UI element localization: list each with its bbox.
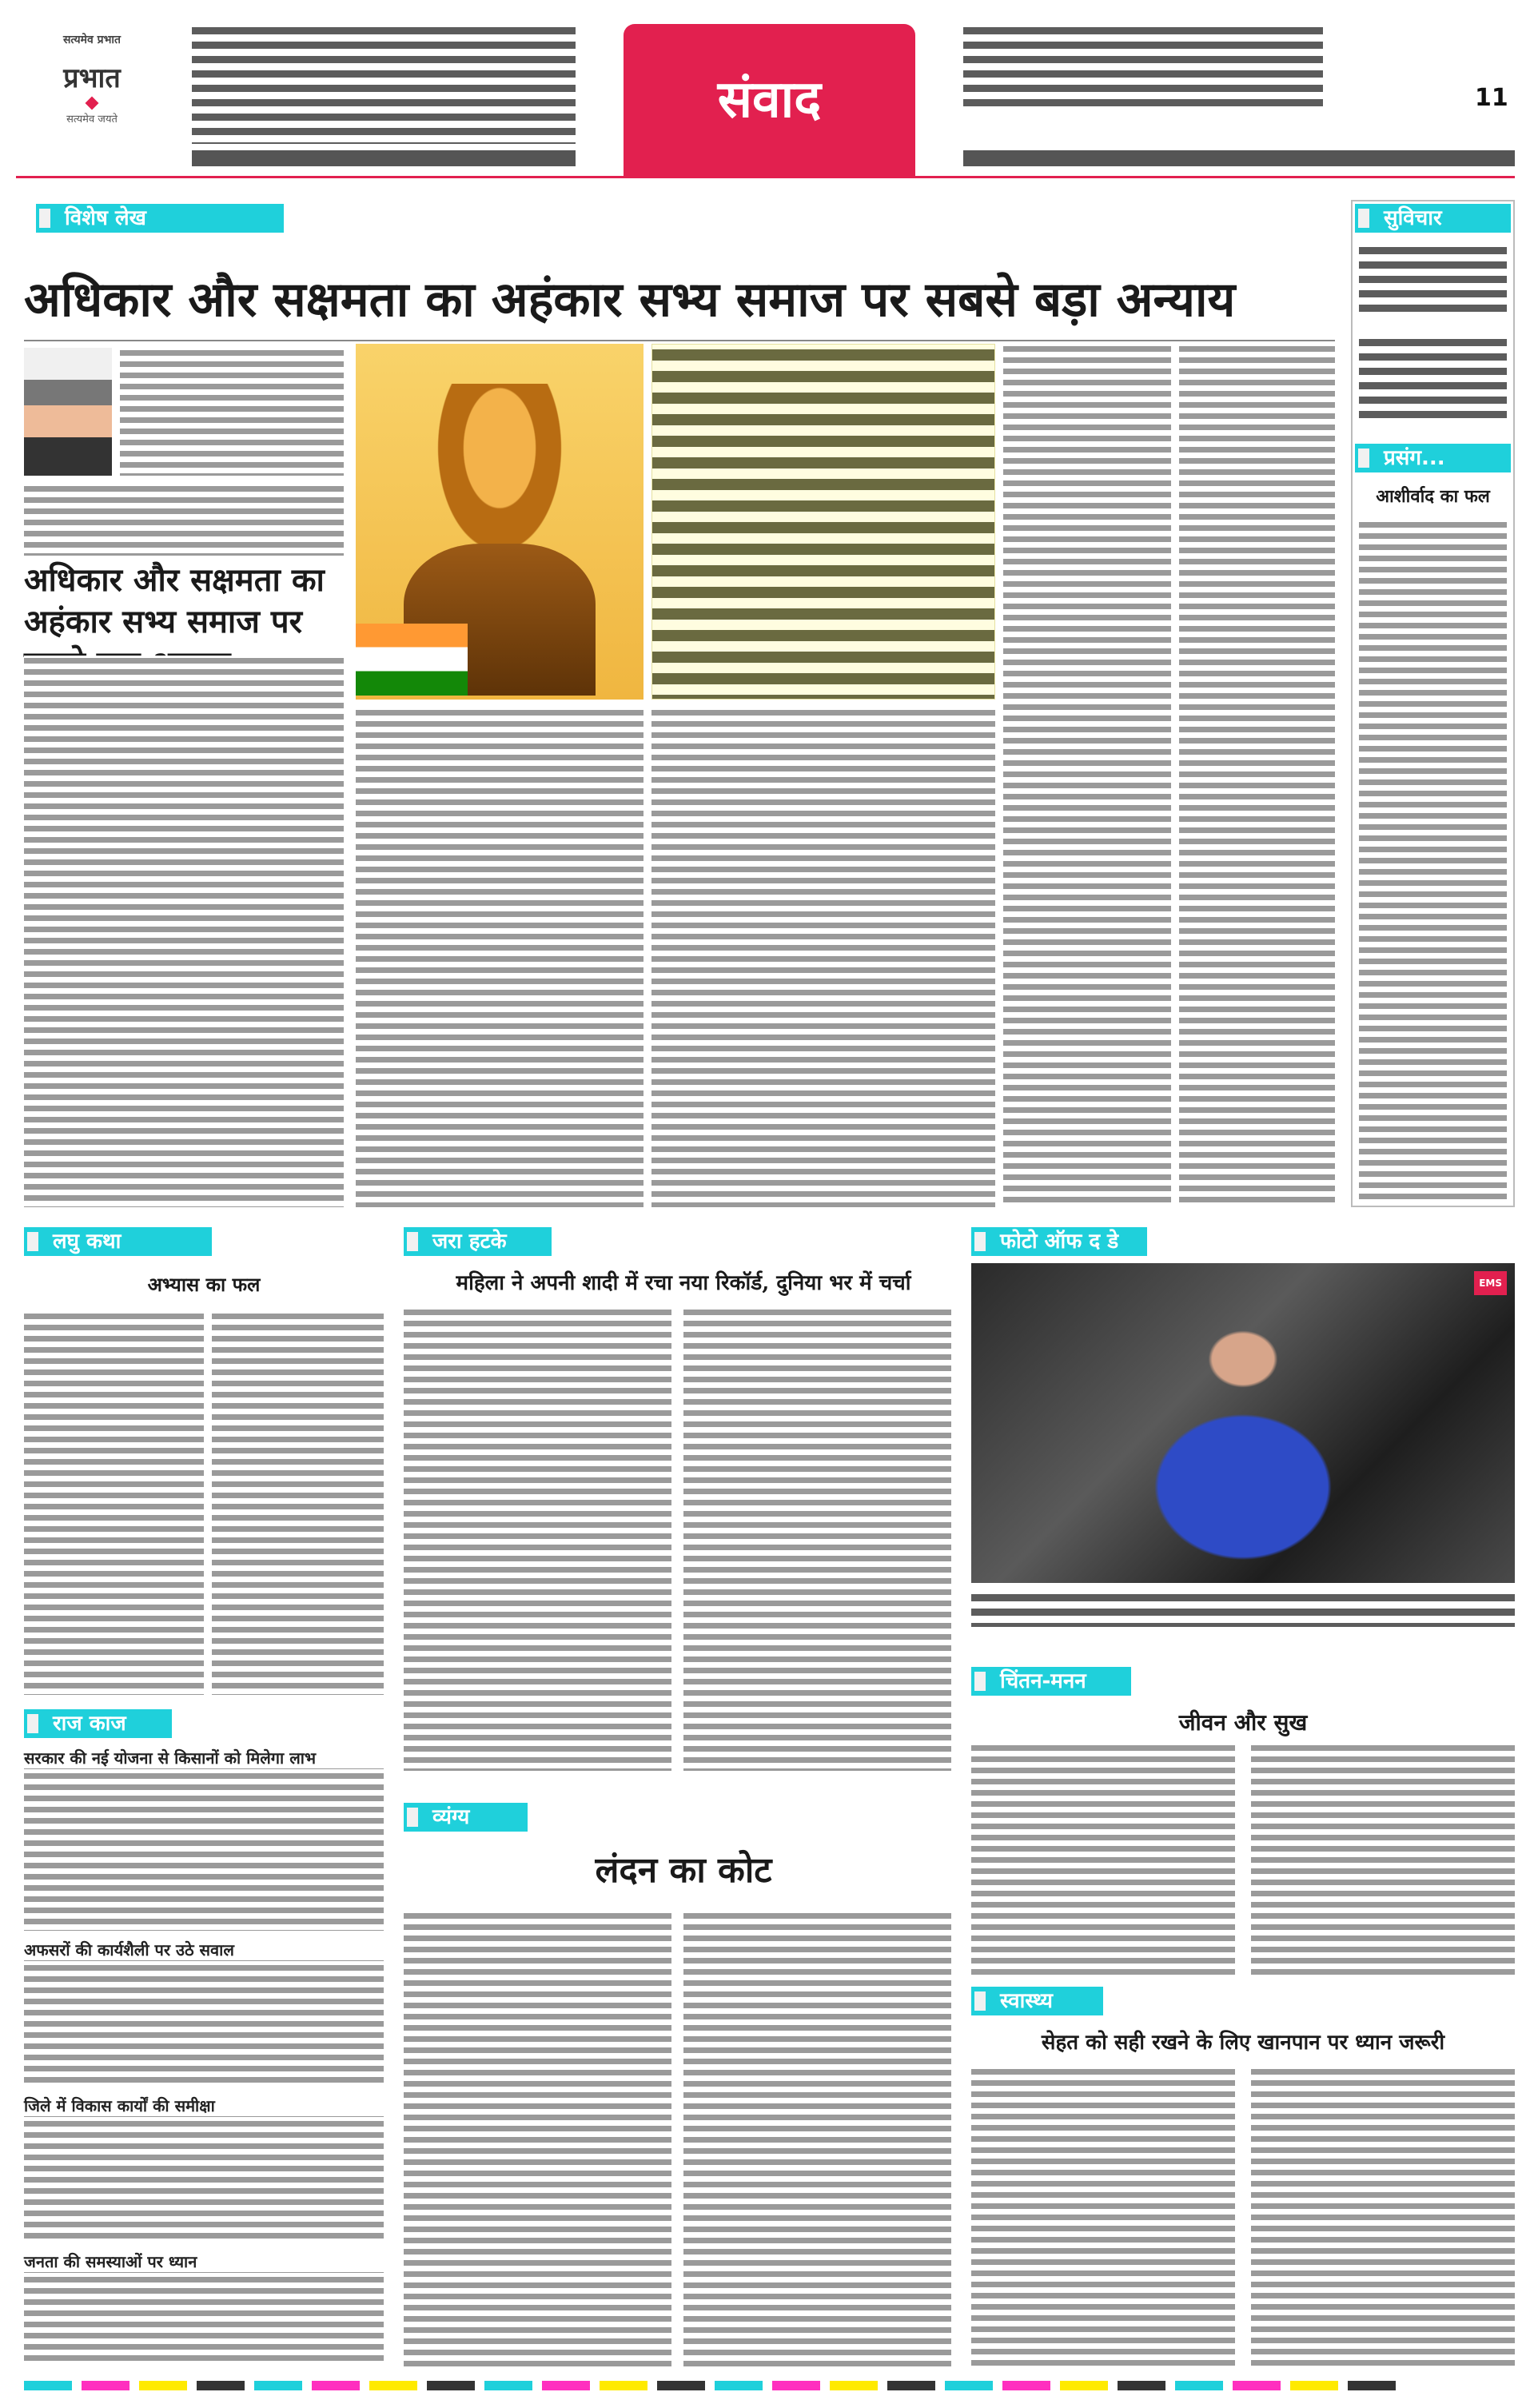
vyangya-title: लंदन का कोट [595,1850,772,1891]
suvichar-tag: सुविचार [1355,204,1511,233]
photo-of-the-day [971,1263,1515,1583]
laghu-katha-col-1 [24,1311,204,1695]
raj-kaaj-item-4-text [24,2274,384,2362]
brand-sub: सत्यमेव जयते [66,114,118,126]
raj-kaaj-item-1-text [24,1771,384,1931]
photo-caption [971,1591,1515,1627]
swasthya-col-2 [1251,2067,1515,2366]
lead-pullquote: अधिकार और सक्षमता का अहंकार सभ्य समाज पर [24,561,325,640]
laghu-katha-col-2 [212,1311,384,1695]
jara-hatke-col-1 [404,1307,671,1771]
emblem-icon [428,384,572,568]
jara-hatke-tag: जरा हटके [404,1227,552,1256]
masthead-left-news [192,24,576,144]
page-number: 11 [1475,84,1508,112]
laghu-katha-title: अभ्यास का फल [147,1273,261,1296]
swasthya-title: सेहत को सही रखने के लिए खानपान पर ध्यान जरूरी [1041,2031,1445,2055]
prasang-text [1359,520,1507,1199]
raj-kaaj-item-4-title: जनता की समस्याओं पर ध्यान [24,2251,384,2273]
lead-col-1 [24,484,344,556]
suvichar-text-2 [1359,336,1507,424]
lead-col-3 [1179,344,1335,1207]
raj-kaaj-tag: राज काज [24,1709,172,1738]
raj-kaaj-item-3-text [24,2119,384,2243]
raj-kaaj-item-2-title: अफसरों की कार्यशैली पर उठे सवाल [24,1939,384,1961]
lead-col-b [356,708,643,1207]
section-title: संवाद [717,70,822,130]
vyangya-col-1 [404,1911,671,2366]
chintan-col-1 [971,1743,1235,1975]
vyangya-tag: व्यंग्य [404,1803,528,1832]
masthead-right-bar [963,150,1515,166]
logo-diamond-icon [86,97,99,110]
section-banner [624,24,915,176]
lead-headline: अधिकार और सक्षमता का अहंकार सभ्य समाज पर सबसे बड़ा अन्याय [24,272,1236,328]
jara-hatke-col-2 [683,1307,951,1771]
lead-col-a [24,656,344,1207]
ems-badge: EMS [1474,1271,1507,1295]
author-photo [24,348,112,476]
lead-tag: विशेष लेख [36,204,284,233]
chintan-col-2 [1251,1743,1515,1975]
suvichar-text [1359,244,1507,316]
prasang-title: आशीर्वाद का फल [1376,486,1490,507]
raj-kaaj-item-3-title: जिले में विकास कार्यों की समीक्षा [24,2095,384,2117]
masthead-rule [16,176,1515,178]
raj-kaaj-item-1-title: सरकार की नई योजना से किसानों को मिलेगा लाभ [24,1747,384,1769]
chintan-title: जीवन और सुख [1178,1709,1308,1736]
chintan-tag: चिंतन-मनन [971,1667,1131,1696]
prasang-tag: प्रसंग... [1355,444,1511,472]
emblem-image [356,344,643,700]
masthead-right-news [963,24,1323,112]
lead-col-c [651,708,995,1207]
photo-tag: फोटो ऑफ द डे [971,1227,1147,1256]
lead-col-1-top [120,348,344,476]
raj-kaaj-item-2-text [24,1963,384,2087]
lead-col-2 [1003,344,1171,1207]
laghu-katha-tag: लघु कथा [24,1227,212,1256]
brand-main: प्रभात [63,62,121,94]
flag-icon [356,624,468,696]
brand-top: सत्यमेव प्रभात [62,34,122,46]
masthead-left-bar [192,150,576,166]
swasthya-tag: स्वास्थ्य [971,1987,1103,2015]
vyangya-col-2 [683,1911,951,2366]
lead-highlight-box [651,344,995,700]
lead-rule [24,340,1335,341]
brand-logo [24,32,160,152]
masthead [0,0,1534,180]
jara-hatke-title: महिला ने अपनी शादी में रचा नया रिकॉर्ड, दुनिया भर में चर्चा [456,1271,911,1295]
footer-colorbar [24,2378,1515,2390]
swasthya-col-1 [971,2067,1235,2366]
